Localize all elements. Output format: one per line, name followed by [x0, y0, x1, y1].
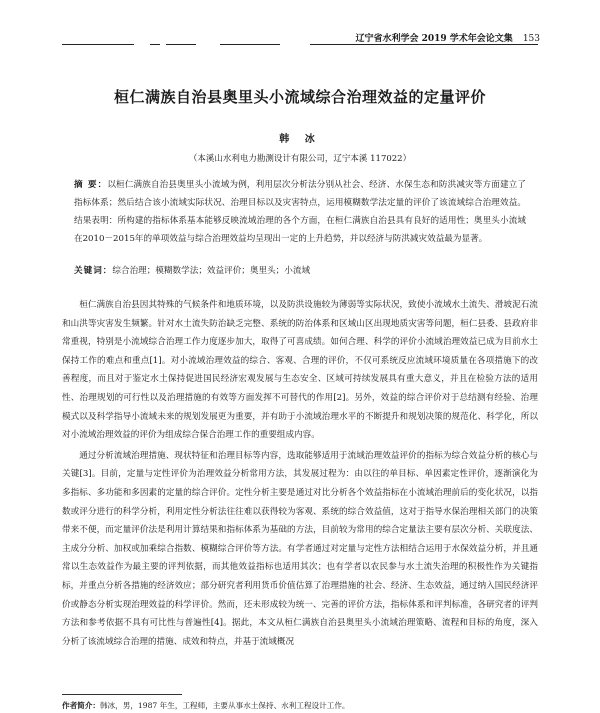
abstract	[74, 176, 526, 248]
journal-name: 辽宁省水利学会 2019 学术年会论文集	[355, 34, 513, 44]
running-title	[355, 31, 540, 44]
page-number: 153	[522, 34, 540, 44]
footnote-text: 韩冰，男，1987 年生，工程师，主要从事水土保持、水利工程设计工作。	[99, 701, 350, 710]
footnote-label: 作者简介：	[62, 701, 100, 710]
abstract-label: 摘 要：	[74, 180, 108, 190]
keywords	[74, 264, 526, 276]
header-rule-4	[220, 44, 280, 45]
author-affiliation: （本溪山水利电力勘测设计有限公司，辽宁本溪 117022）	[188, 154, 412, 164]
body-paragraph: 桓仁满族自治县因其特殊的气候条件和地质环境，以及防洪设施较为薄弱等实际状况，致使小流域水土流失、滑坡泥石流和山洪等灾害发生频繁。针对水土流失防治缺乏完整、系统的防治体系和区域山区出现地质灾害等问题，桓仁县委、县政府非常重视，特别是小流域综合治理工作力度逐步加大，取得了可喜成绩。如何合理、科学的评价小流域治理效益已成为目前水土保持工作的难点和重点[1]。对小流域治理效益的综合、客观、合理的评价，不仅可系统反应流域环境质量在各项措施下的改善程度，而且对于鉴定水土保持促进国民经济宏观发展与生态安全、区域可持续发展具有重大意义，并且在检验方法的适用性、治理规划的可行性以及治理措施的有效等方面发挥不可替代的作用[2]。另外，效益的综合评价对于总结测有经验、治理模式以及科学指导小流域未来的规划发展更为重要，并有助于小流域治理水平的不断提升和规划决策的规范化、科学化，所以对小流域治理效益的评价为组成综合保合治理工作的重要组成内容。	[62, 300, 538, 441]
abstract-text: 以桓仁满族自治县奥里头小流域为例，利用层次分析法分别从社会、经济、水保生态和防洪减灾等方面建立了指标体系；然后结合该小流域实际状况、治理目标以及灾害特点，运用模糊数学法定量的评价了该流域综合治理效益。结果表明：所构建的指标体系基本能够反映流域治理的各个方面，在桓仁满族自治县具有良好的适用性；奥里头小流域在2010－2015年的单项效益与综合治理效益均呈现出一定的上升趋势，并以经济与防洪减灾效益最为显著。	[74, 180, 526, 244]
article-body	[62, 296, 538, 651]
header-rule-1	[62, 44, 134, 45]
header-rule-5	[310, 44, 538, 45]
footnote-rule	[62, 694, 182, 695]
header-rule-3	[166, 44, 196, 45]
keywords-label: 关键词：	[74, 266, 113, 276]
author-footnote	[62, 700, 538, 711]
header-rule-2	[150, 44, 160, 45]
keywords-text: 综合治理；模糊数学法；效益评价；奥里头；小流域	[112, 266, 311, 276]
article-title: 桓仁满族自治县奥里头小流域综合治理效益的定量评价	[113, 88, 486, 106]
body-paragraph: 通过分析流域治理措施、现状特征和治理目标等内容，选取能够适用于流域治理效益评价的指标为综合效益分析的核心与关键[3]。目前，定量与定性评价为治理效益分析常用方法，其发展过程为：由以往的单目标、单因素定性评价，逐渐演化为多指标、多功能和多因素的定量的综合评价。定性分析主要是通过对比分析各个效益指标在小流域治理前后的变化状况，以指数或评分进行的科学分析，利用定性分析法往往难以获得较为客观、系统的综合效益值，这对于指导水保治理相关部门的决策带来不便，而定量评价法是利用计算结果和指标体系为基础的方法，目前较为常用的综合定量法主要有层次分析、关联度法、主成分分析、加权或加乘综合指数、模糊综合评价等方法。有学者通过对定量与定性方法相结合运用于水保效益分析，并且通常以生态效益作为最主要的评判依据，而其他效益指标也适用其次；也有学者以农民参与水土流失治理的积极性作为关键指标，并重点分析各措施的经济效应；部分研究者利用货币价值估算了治理措施的社会、经济、生态效益，通过纳入国民经济评价或静态分析实现治理效益的科学评价。然而，还未形成较为统一、完善的评价方法，指标体系和评判标准，各研究者的评判方法和参考依据不具有可比性与普遍性[4]。据此，本文从桓仁满族自治县奥里头小流域治理策略、流程和目标的角度，深入分析了该流域综合治理的措施、成效和特点，并基于流域概况	[62, 450, 538, 647]
author-name: 韩 冰	[279, 134, 321, 145]
